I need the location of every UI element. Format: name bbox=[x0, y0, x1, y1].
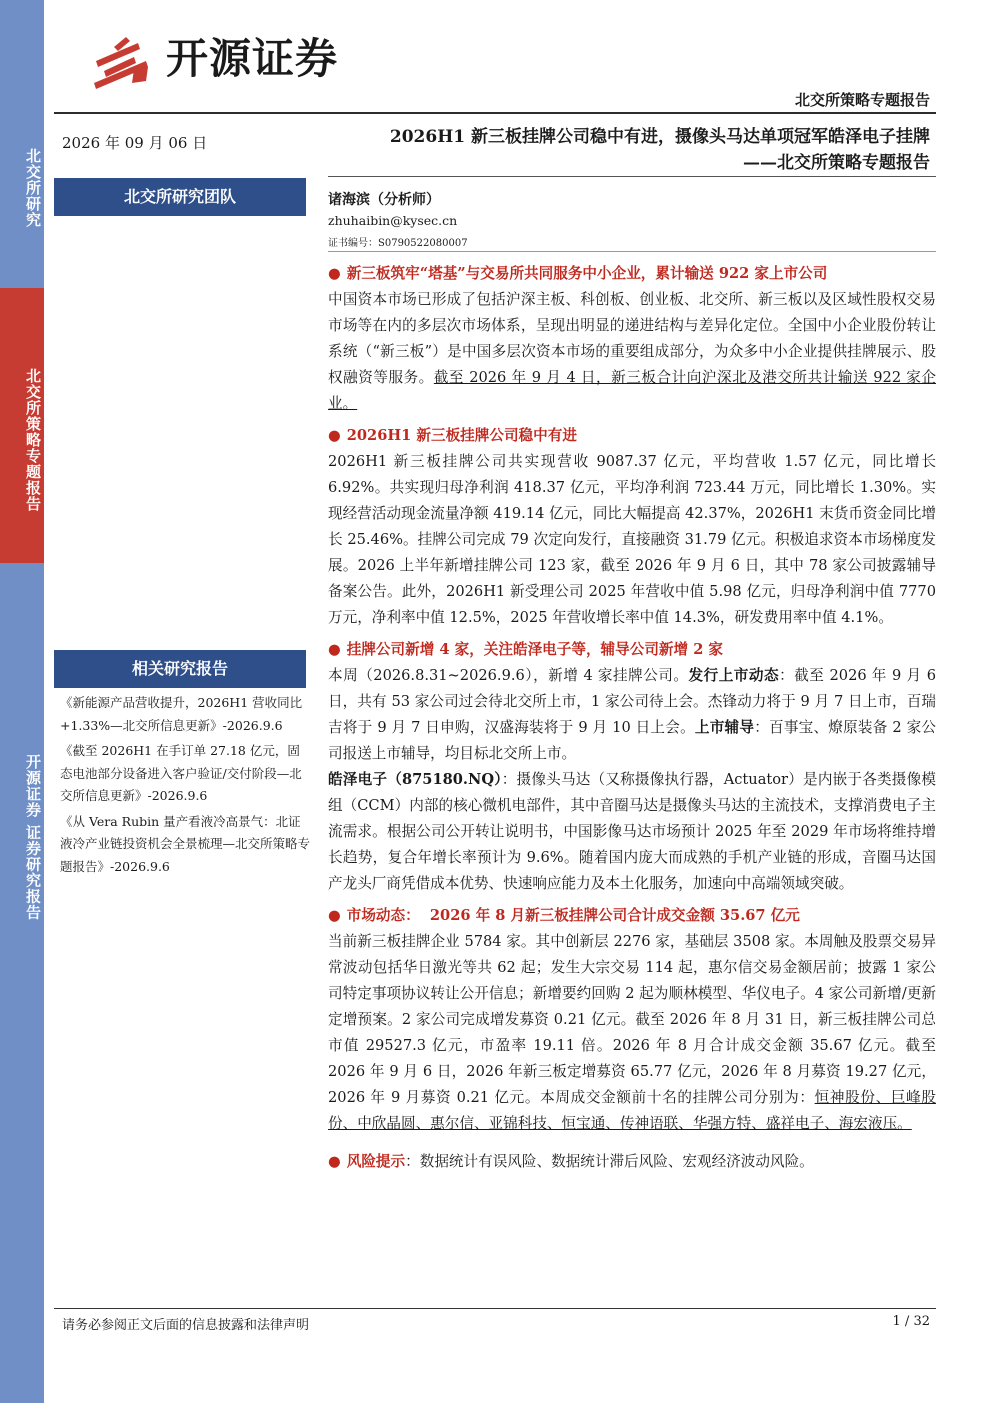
related-heading: 相关研究报告 bbox=[54, 650, 306, 688]
analyst-email[interactable]: zhuhaibin@kysec.cn bbox=[328, 213, 458, 228]
related-report-item[interactable]: 《截至 2026H1 在手订单 27.18 亿元，固态电池部分设备进入客户验证/交付阶段—北交所信息更新》-2026.9.6 bbox=[60, 743, 302, 803]
report-date: 2026 年 09 月 06 日 bbox=[62, 134, 208, 152]
side-label-middle: 北交所策略专题报告 bbox=[24, 368, 42, 512]
logo-text: 开源证券 bbox=[166, 34, 339, 83]
section-heading: ● 挂牌公司新增 4 家，关注皓泽电子等，辅导公司新增 2 家 bbox=[328, 641, 724, 658]
bullet-icon: ● bbox=[328, 1153, 341, 1170]
logo-icon bbox=[90, 33, 160, 89]
bullet-icon: ● bbox=[328, 427, 341, 444]
footer-divider bbox=[54, 1308, 936, 1309]
section-heading: ● 市场动态： 2026 年 8 月新三板挂牌公司合计成交金额 35.67 亿元 bbox=[328, 907, 800, 924]
section-paragraph: 中国资本市场已形成了包括沪深主板、科创板、创业板、北交所、新三板以及区域性股权交易市场等在内的多层次市场体系，呈现出明显的递进结构与差异化定位。全国中小企业股份转让系统（“新三板”）是中国多层次资本市场的重要组成部分，为众多中小企业提供挂牌展示、股权融资等服务。截至 2026 年 9 月 4 日，新三板合计向沪深北及港交所共计输送 922 家企业。 bbox=[328, 291, 936, 412]
section-heading: ● 2026H1 新三板挂牌公司稳中有进 bbox=[328, 427, 577, 444]
team-heading: 北交所研究团队 bbox=[54, 178, 306, 216]
risk-paragraph: ● 风险提示：数据统计有误风险、数据统计滞后风险、宏观经济波动风险。 bbox=[328, 1153, 814, 1170]
title-divider bbox=[328, 176, 936, 177]
report-subtitle: ——北交所策略专题报告 bbox=[743, 153, 930, 173]
related-report-item[interactable]: 《从 Vera Rubin 量产看液冷高景气：北证液冷产业链投资机会全景梳理—北交所策略专题报告》-2026.9.6 bbox=[60, 813, 311, 874]
analyst-name: 诸海滨（分析师） bbox=[328, 192, 440, 208]
related-report-item[interactable]: 《新能源产品营收提升，2026H1 营收同比+1.33%—北交所信息更新》-2026.9.6 bbox=[60, 695, 303, 733]
side-label-bottom: 开源证券 证券研究报告 bbox=[24, 753, 42, 921]
bullet-icon: ● bbox=[328, 641, 341, 658]
header-divider bbox=[54, 112, 936, 114]
section-heading: ● 新三板筑牢“塔基”与交易所共同服务中小企业，累计输送 922 家上市公司 bbox=[328, 265, 828, 282]
report-type: 北交所策略专题报告 bbox=[794, 91, 930, 109]
bullet-icon: ● bbox=[328, 265, 341, 282]
side-label-top: 北交所研究 bbox=[24, 148, 42, 228]
analyst-divider bbox=[328, 251, 936, 252]
section-paragraph: 皓泽电子（875180.NQ）：摄像头马达（又称摄像执行器，Actuator）是内嵌于各类摄像模组（CCM）内部的核心微机电部件，其中音圈马达是摄像头马达的主流技术，支撑消费电子主流需求。根据公司公开转让说明书，中国影像马达市场预计 2025 年至 2029 年市场将维持增长趋势，复合年增长率预计为 9.6%。随着国内庞大而成熟的手机产业链的形成，音圈马达国产龙头厂商凭借成本优势、快速响应能力及本土化服务，加速向中高端领域突破。 bbox=[328, 771, 936, 892]
bullet-icon: ● bbox=[328, 907, 341, 924]
section-paragraph: 当前新三板挂牌企业 5784 家。其中创新层 2276 家，基础层 3508 家。本周触及股票交易异常波动包括华日激光等共 62 起；发生大宗交易 114 起，惠尔信交易金额居前；披露 1 家公司特定事项协议转让公开信息；新增要约回购 2 起为顺林模型、华仪电子。4 家公司新增/更新定增预案。2 家公司完成增发募资 0.21 亿元。截至 2026 年 8 月 31 日，新三板挂牌公司总市值 29527.3 亿元，市盈率 19.11 倍。2026 年 8 月合计成交金额 35.67 亿元。截至 2026 年 9 月 6 日，2026 年新三板定增募资 65.77 亿元，2026 年 8 月募资 19.27 亿元，2026 年 9 月募资 0.21 亿元。本周成交金额前十名的挂牌公司分别为：恒神股份、巨峰股份、中欣晶圆、惠尔信、亚锦科技、恒宝通、传神语联、华强方特、盛祥电子、海宏液压。 bbox=[328, 933, 936, 1132]
section-paragraph: 本周（2026.8.31~2026.9.6），新增 4 家挂牌公司。发行上市动态：截至 2026 年 9 月 6 日，共有 53 家公司过会待北交所上市，1 家公司待上会。杰锋动力将于 9 月 7 日上市，百瑞吉将于 9 月 7 日申购，汉盛海装将于 9 月 10 日上会。上市辅导：百事宝、燎原装备 2 家公司报送上市辅导，均目标北交所上市。 bbox=[328, 667, 936, 762]
section-paragraph: 2026H1 新三板挂牌公司共实现营收 9087.37 亿元，平均营收 1.57 亿元，同比增长 6.92%。共实现归母净利润 418.37 亿元，平均净利润 723.44 万元，同比增长 1.30%。实现经营活动现金流量净额 419.14 亿元，同比大幅提高 42.37%，2026H1 末货币资金同比增长 25.46%。挂牌公司完成 79 次定向发行，直接融资 31.79 亿元。积极追求资本市场梯度发展。2026 上半年新增挂牌公司 123 家，截至 2026 年 9 月 6 日，其中 78 家公司披露辅导备案公告。此外，2026H1 新受理公司 2025 年营收中值 5.98 亿元，归母净利润中值 7770 万元，净利率中值 12.5%，2025 年营收增长率中值 14.3%，研发费用率中值 4.1%。 bbox=[328, 453, 936, 626]
footer-disclaimer: 请务必参阅正文后面的信息披露和法律声明 bbox=[62, 1318, 310, 1333]
related-report-list bbox=[60, 692, 310, 881]
summary-body bbox=[328, 261, 936, 1175]
analyst-cert: 证书编号：S0790522080007 bbox=[328, 238, 468, 249]
report-title: 2026H1 新三板挂牌公司稳中有进，摄像头马达单项冠军皓泽电子挂牌 bbox=[389, 127, 930, 147]
page-number: 1 / 32 bbox=[892, 1314, 930, 1329]
